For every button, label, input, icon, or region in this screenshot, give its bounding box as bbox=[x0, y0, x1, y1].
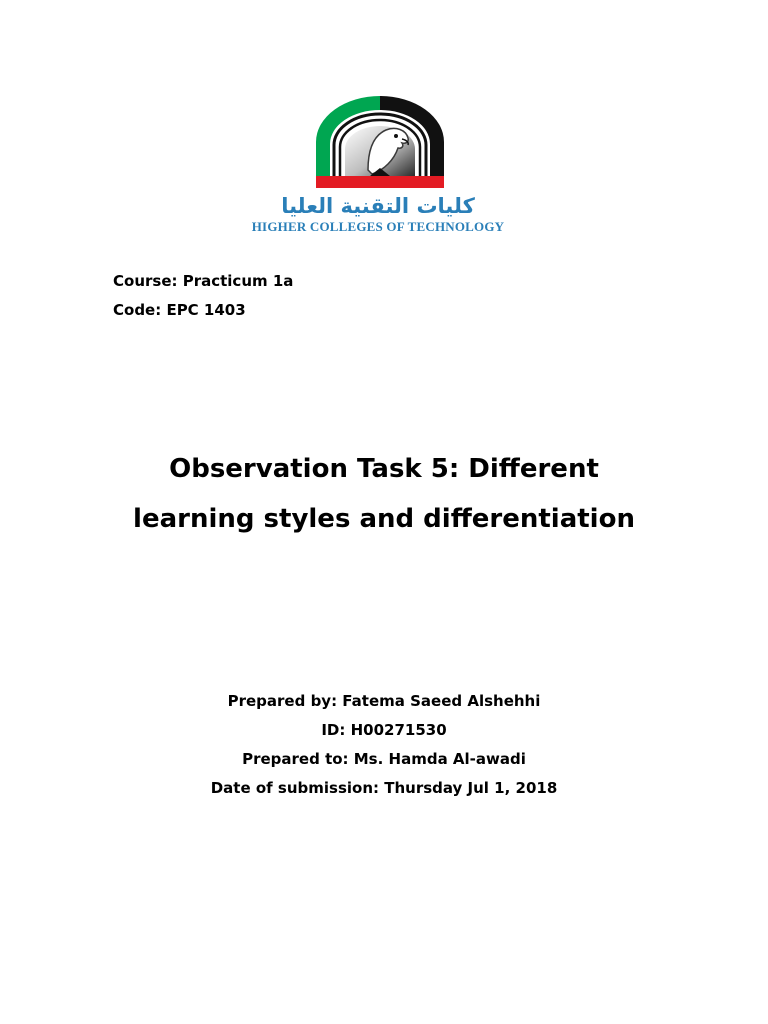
falcon-emblem-icon bbox=[312, 92, 448, 190]
course-line: Course: Practicum 1a bbox=[113, 272, 294, 290]
title-line-1: Observation Task 5: Different bbox=[169, 454, 599, 484]
logo-arabic-name: كليات التقنية العليا bbox=[281, 194, 475, 218]
title-line-2: learning styles and differentiation bbox=[133, 504, 635, 534]
page-title bbox=[84, 444, 684, 544]
prepared-to-line: Prepared to: Ms. Hamda Al-awadi bbox=[242, 750, 526, 768]
prepared-info bbox=[84, 687, 684, 803]
student-id-line: ID: H00271530 bbox=[321, 721, 447, 739]
logo-english-name: HIGHER COLLEGES OF TECHNOLOGY bbox=[251, 219, 505, 234]
course-info bbox=[113, 267, 293, 325]
submission-date-line: Date of submission: Thursday Jul 1, 2018 bbox=[210, 779, 558, 797]
hct-logo bbox=[205, 88, 550, 238]
code-line: Code: EPC 1403 bbox=[113, 301, 246, 319]
prepared-by-line: Prepared by: Fatema Saeed Alshehhi bbox=[227, 692, 541, 710]
